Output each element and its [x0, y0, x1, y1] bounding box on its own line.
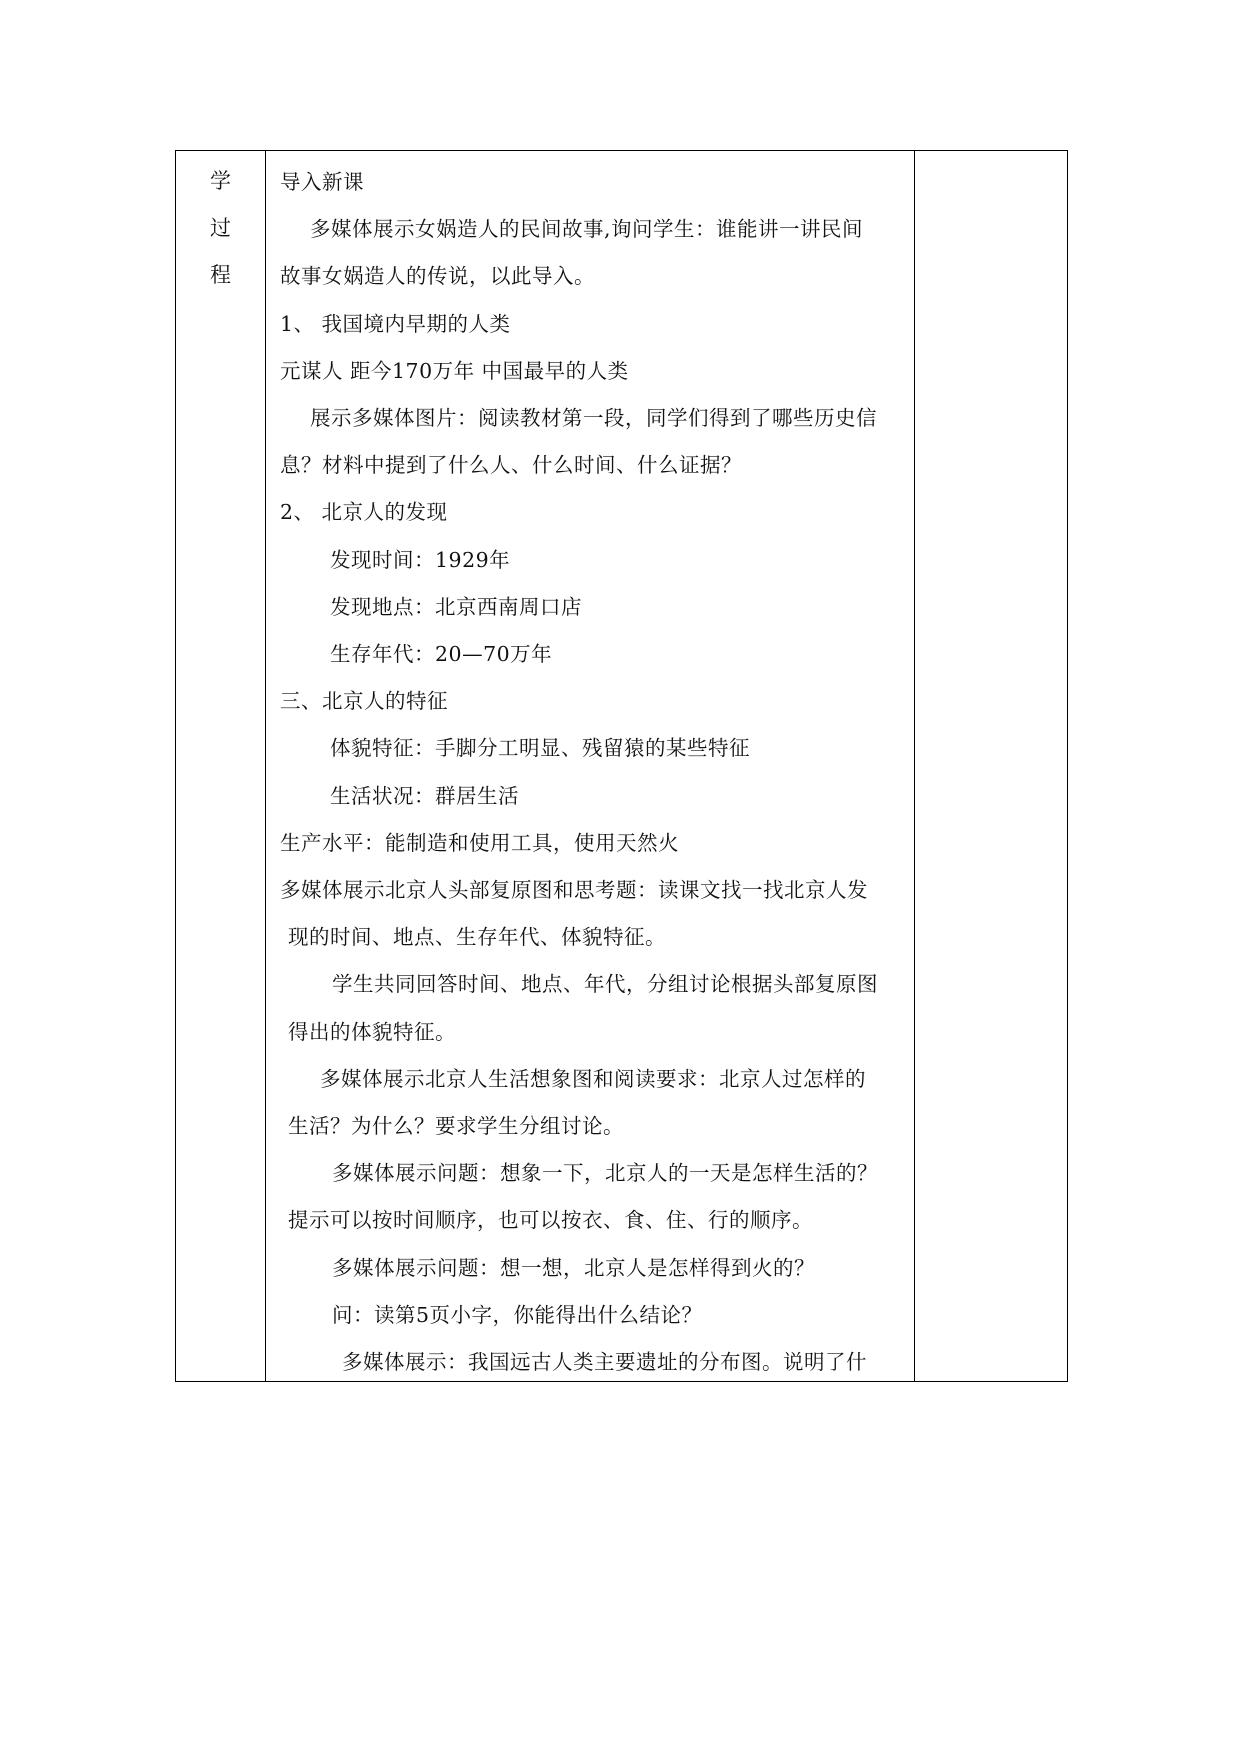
text-line: 息？材料中提到了什么人、什么时间、什么证据？	[280, 453, 742, 478]
side-label-char: 学	[210, 169, 231, 193]
text-line: 生存年代：20—70万年	[330, 642, 553, 666]
text-line: 多媒体展示问题：想一想，北京人是怎样得到火的？	[332, 1255, 815, 1280]
side-label-char: 程	[210, 263, 231, 288]
lesson-table	[175, 150, 1068, 1382]
text-line: 故事女娲造人的传说，以此导入。	[280, 264, 595, 289]
text-line: 现的时间、地点、生存年代、体貌特征。	[288, 925, 666, 950]
text-line: 多媒体展示北京人头部复原图和思考题：读课文找一找北京人发	[280, 878, 868, 902]
text-line: 生活状况：群居生活	[330, 783, 519, 808]
text-line: 体貌特征：手脚分工明显、残留猿的某些特征	[330, 736, 750, 761]
text-line: 多媒体展示女娲造人的民间故事,询问学生：谁能讲一讲民间	[310, 217, 864, 242]
text-line: 生活？为什么？要求学生分组讨论。	[288, 1114, 624, 1138]
section-heading: 1、 我国境内早期的人类	[280, 311, 511, 336]
side-label-char: 过	[210, 216, 231, 241]
text-line: 多媒体展示：我国远古人类主要遗址的分布图。说明了什	[342, 1350, 867, 1374]
text-line: 问：读第5页小字，你能得出什么结论？	[332, 1302, 703, 1327]
text-line: 生产水平：能制造和使用工具，使用天然火	[280, 830, 679, 855]
text-line: 多媒体展示问题：想象一下，北京人的一天是怎样生活的？	[332, 1161, 878, 1186]
text-line: 提示可以按时间顺序，也可以按衣、食、住、行的顺序。	[288, 1208, 813, 1233]
section-heading: 2、 北京人的发现	[280, 500, 448, 525]
column-divider-right	[914, 151, 915, 1381]
text-line: 元谋人 距今170万年 中国最早的人类	[280, 358, 629, 383]
text-line: 展示多媒体图片：阅读教材第一段，同学们得到了哪些历史信	[310, 406, 877, 430]
text-line: 发现地点：北京西南周口店	[330, 594, 582, 619]
section-heading: 三、北京人的特征	[280, 689, 448, 714]
text-line: 得出的体貌特征。	[288, 1019, 456, 1044]
text-line: 发现时间：1929年	[330, 547, 511, 572]
text-line: 学生共同回答时间、地点、年代，分组讨论根据头部复原图	[332, 972, 878, 997]
column-divider-left	[265, 151, 266, 1381]
text-line: 多媒体展示北京人生活想象图和阅读要求：北京人过怎样的	[320, 1066, 866, 1091]
section-heading: 导入新课	[280, 170, 364, 194]
